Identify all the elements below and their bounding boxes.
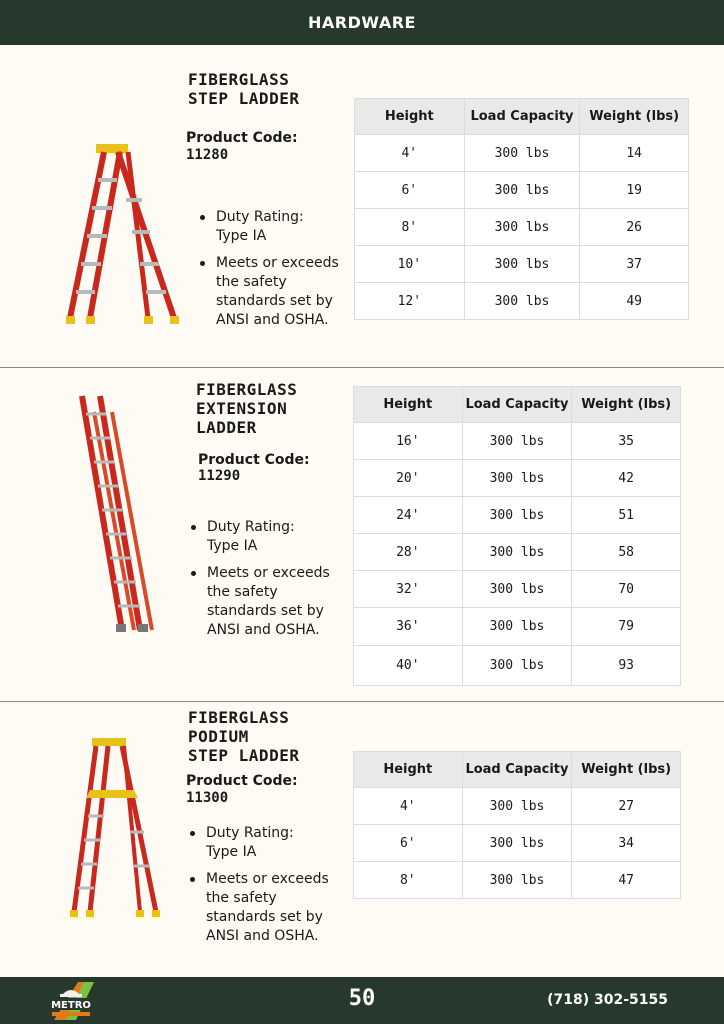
product-title — [188, 708, 299, 765]
table-row — [354, 646, 681, 686]
podium-ladder-image — [64, 736, 164, 920]
table-row — [354, 608, 681, 646]
cell-height: 10' — [355, 246, 465, 283]
logo-text: METRO — [51, 1000, 91, 1011]
cell-weight: 58 — [572, 534, 681, 571]
cell-height: 4' — [355, 135, 465, 172]
product-title-line: STEP LADDER — [188, 746, 300, 765]
table-header-row — [355, 99, 689, 135]
cell-height: 8' — [355, 209, 465, 246]
phone-number: (718) 302-5155 — [547, 992, 668, 1008]
product-title-line: FIBERGLASS — [196, 380, 298, 399]
table-row — [354, 571, 681, 608]
feature-item: Duty Rating: Type IA — [186, 824, 296, 862]
cell-weight: 37 — [580, 246, 689, 283]
cell-load: 300 lbs — [464, 283, 580, 320]
cell-height: 16' — [354, 423, 463, 460]
column-header-height: Height — [354, 387, 463, 423]
product-section-podium-ladder — [0, 702, 724, 976]
product-title-line: FIBERGLASS — [188, 70, 290, 89]
table-row — [355, 135, 689, 172]
spec-table — [354, 98, 689, 320]
cell-height: 36' — [354, 608, 463, 646]
table-row — [354, 788, 681, 825]
feature-item: Duty Rating: Type IA — [187, 518, 297, 556]
cell-load: 300 lbs — [464, 209, 580, 246]
cell-height: 20' — [354, 460, 463, 497]
cell-load: 300 lbs — [462, 571, 572, 608]
product-code-label: Product Code: — [186, 773, 298, 789]
cell-weight: 49 — [580, 283, 689, 320]
product-title — [188, 70, 299, 108]
product-section-extension-ladder — [0, 368, 724, 700]
cell-height: 6' — [354, 825, 463, 862]
extension-ladder-image — [72, 392, 162, 636]
product-title — [196, 380, 297, 437]
table-row — [354, 862, 681, 899]
product-title-line: PODIUM — [188, 727, 249, 746]
product-title-line: STEP LADDER — [188, 89, 300, 108]
cell-load: 300 lbs — [462, 825, 572, 862]
page-number: 50 — [348, 986, 376, 1011]
cell-weight: 47 — [572, 862, 681, 899]
table-row — [355, 209, 689, 246]
cell-load: 300 lbs — [464, 246, 580, 283]
cell-load: 300 lbs — [462, 788, 572, 825]
cell-height: 40' — [354, 646, 463, 686]
cell-load: 300 lbs — [462, 646, 572, 686]
cell-height: 6' — [355, 172, 465, 209]
cell-load: 300 lbs — [462, 497, 572, 534]
cell-height: 8' — [354, 862, 463, 899]
column-header-weight: Weight (lbs) — [580, 99, 689, 135]
cell-weight: 70 — [572, 571, 681, 608]
cell-load: 300 lbs — [464, 172, 580, 209]
spec-table — [353, 751, 681, 899]
cell-weight: 34 — [572, 825, 681, 862]
cell-load: 300 lbs — [462, 423, 572, 460]
column-header-height: Height — [354, 752, 463, 788]
column-header-load: Load Capacity — [462, 752, 572, 788]
cell-load: 300 lbs — [464, 135, 580, 172]
table-row — [354, 460, 681, 497]
cell-height: 4' — [354, 788, 463, 825]
column-header-weight: Weight (lbs) — [572, 752, 681, 788]
product-code: 11300 — [186, 790, 229, 806]
spec-table — [353, 386, 681, 686]
table-row — [355, 172, 689, 209]
table-header-row — [354, 387, 681, 423]
cell-weight: 79 — [572, 608, 681, 646]
column-header-height: Height — [355, 99, 465, 135]
step-ladder-image — [62, 140, 182, 330]
cell-weight: 19 — [580, 172, 689, 209]
product-features — [187, 518, 347, 648]
cell-weight: 27 — [572, 788, 681, 825]
cell-weight: 93 — [572, 646, 681, 686]
table-row — [354, 497, 681, 534]
cell-height: 32' — [354, 571, 463, 608]
cell-height: 24' — [354, 497, 463, 534]
cell-load: 300 lbs — [462, 460, 572, 497]
product-title-line: EXTENSION — [196, 399, 288, 418]
cell-load: 300 lbs — [462, 534, 572, 571]
cell-height: 28' — [354, 534, 463, 571]
header-title: HARDWARE — [308, 13, 416, 32]
product-features — [186, 824, 346, 954]
product-section-step-ladder — [0, 0, 724, 366]
feature-item: Meets or exceeds the safety standards set by ANSI and OSHA. — [186, 870, 342, 946]
cell-weight: 51 — [572, 497, 681, 534]
product-code: 11280 — [186, 147, 229, 163]
cell-weight: 14 — [580, 135, 689, 172]
product-title-line: FIBERGLASS — [188, 708, 290, 727]
table-row — [354, 534, 681, 571]
cell-weight: 35 — [572, 423, 681, 460]
column-header-load: Load Capacity — [464, 99, 580, 135]
cell-load: 300 lbs — [462, 608, 572, 646]
table-row — [355, 283, 689, 320]
table-row — [354, 423, 681, 460]
product-code-label: Product Code: — [186, 130, 298, 146]
table-row — [354, 825, 681, 862]
feature-item: Meets or exceeds the safety standards set by ANSI and OSHA. — [196, 254, 352, 330]
product-code-label: Product Code: — [198, 452, 310, 468]
product-code: 11290 — [198, 468, 241, 484]
feature-item: Duty Rating: Type IA — [196, 208, 306, 246]
cell-height: 12' — [355, 283, 465, 320]
table-row — [355, 246, 689, 283]
product-features — [196, 208, 356, 338]
cell-load: 300 lbs — [462, 862, 572, 899]
feature-item: Meets or exceeds the safety standards set by ANSI and OSHA. — [187, 564, 343, 640]
cell-weight: 26 — [580, 209, 689, 246]
cell-weight: 42 — [572, 460, 681, 497]
column-header-load: Load Capacity — [462, 387, 572, 423]
column-header-weight: Weight (lbs) — [572, 387, 681, 423]
product-title-line: LADDER — [196, 418, 257, 437]
table-header-row — [354, 752, 681, 788]
page-footer — [0, 977, 724, 1024]
